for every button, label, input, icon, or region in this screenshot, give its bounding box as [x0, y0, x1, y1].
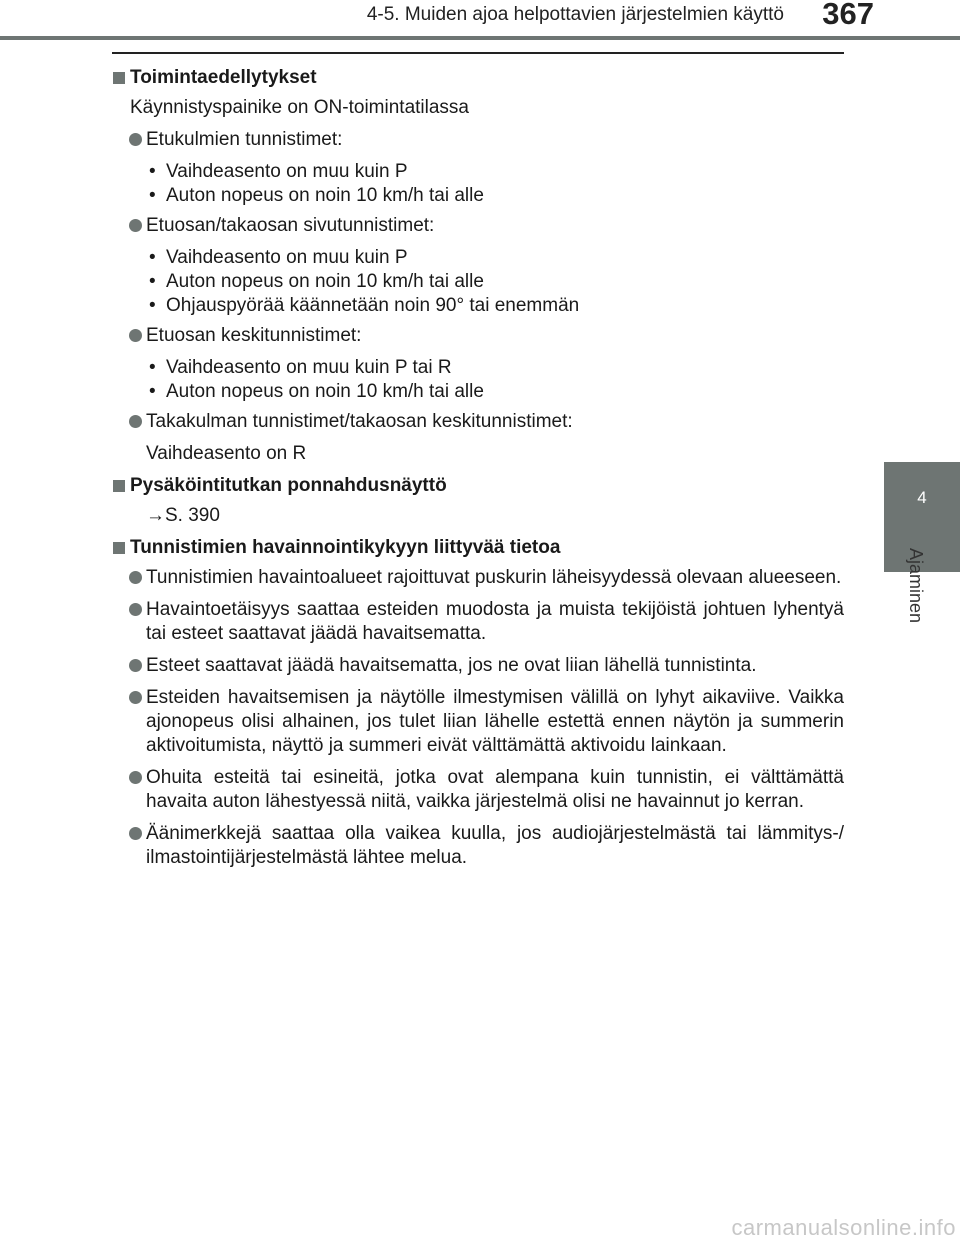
header-bar [0, 36, 960, 40]
list-item-text: Äänimerkkejä saattaa olla vaikea kuulla, jos audiojärjestelmästä tai lämmitys-/ ilmastointijärjestelmästä lähtee melua. [146, 823, 844, 868]
page-number: 367 [822, 0, 874, 31]
sub-list [112, 246, 844, 318]
chapter-tab-label: Ajaminen [906, 548, 926, 624]
list-item-text: Esteiden havaitsemisen ja näytölle ilmestymisen välillä on lyhyt aikaviive. Vaikka ajonopeus olisi alhainen, jos tulet liian lähelle estettä ennen näytön ja summerin aktivoitumista, näyttö ja summeri eivät välttämättä aktivoidu lainkaan. [146, 687, 844, 756]
circle-bullet-icon [129, 415, 142, 428]
sub-list [112, 356, 844, 404]
header-rule [112, 52, 844, 54]
section-intro: Käynnistyspainike on ON-toimintatilassa [130, 97, 469, 118]
list-item [112, 766, 844, 814]
sub-list-item: • Ohjauspyörää käännetään noin 90° tai enemmän [166, 294, 844, 318]
list-item-text: Etukulmien tunnistimet: [146, 129, 343, 150]
list-item-text: Etuosan keskitunnistimet: [146, 325, 362, 346]
section-heading [112, 536, 844, 560]
circle-bullet-icon [129, 219, 142, 232]
section-heading-text: Toimintaedellytykset [130, 67, 317, 88]
section-heading-text: Tunnistimien havainnointikykyyn liittyvää tietoa [130, 537, 561, 558]
sub-list-item: • Vaihdeasento on muu kuin P [166, 160, 844, 184]
square-bullet-icon [113, 72, 125, 84]
section-heading [112, 66, 844, 90]
list-item [112, 128, 844, 152]
circle-bullet-icon [129, 659, 142, 672]
sub-list-item: • Vaihdeasento on muu kuin P [166, 246, 844, 270]
sub-list-item: • Auton nopeus on noin 10 km/h tai alle [166, 380, 844, 404]
sub-list-item: • Vaihdeasento on muu kuin P tai R [166, 356, 844, 380]
watermark: carmanualsonline.info [731, 1215, 956, 1240]
page-content [112, 62, 844, 878]
page-reference-link[interactable]: →S. 390 [146, 505, 220, 526]
square-bullet-icon [113, 542, 125, 554]
list-item-detail: Vaihdeasento on R [146, 443, 307, 464]
section-heading-text: Pysäköintitutkan ponnahdusnäyttö [130, 475, 447, 496]
list-item-text: Takakulman tunnistimet/takaosan keskitunnistimet: [146, 411, 573, 432]
list-item [112, 822, 844, 870]
list-item [112, 214, 844, 238]
sub-list-item: • Auton nopeus on noin 10 km/h tai alle [166, 184, 844, 208]
list-item-text: Etuosan/takaosan sivutunnistimet: [146, 215, 435, 236]
square-bullet-icon [113, 480, 125, 492]
sub-list [112, 160, 844, 208]
list-item-text: Ohuita esteitä tai esineitä, jotka ovat alempana kuin tunnistin, ei välttämättä havaita auton lähestyessä niitä, vaikka järjestelmä olisi ne havainnut jo kerran. [146, 767, 844, 812]
list-item [112, 566, 844, 590]
circle-bullet-icon [129, 571, 142, 584]
list-item [112, 410, 844, 434]
circle-bullet-icon [129, 603, 142, 616]
list-item [112, 654, 844, 678]
sub-list-item: • Auton nopeus on noin 10 km/h tai alle [166, 270, 844, 294]
list-item [112, 598, 844, 646]
circle-bullet-icon [129, 133, 142, 146]
list-item-text: Esteet saattavat jäädä havaitsematta, jos ne ovat liian lähellä tunnistinta. [146, 655, 757, 676]
circle-bullet-icon [129, 329, 142, 342]
list-item-text: Havaintoetäisyys saattaa esteiden muodosta ja muista tekijöistä johtuen lyhentyä tai esteet saattavat jäädä havaitsematta. [146, 599, 844, 644]
circle-bullet-icon [129, 827, 142, 840]
section-heading [112, 474, 844, 498]
circle-bullet-icon [129, 771, 142, 784]
list-item-text: Tunnistimien havaintoalueet rajoittuvat puskurin läheisyydessä olevaan alueeseen. [146, 567, 842, 588]
list-item [112, 324, 844, 348]
chapter-title: 4-5. Muiden ajoa helpottavien järjestelmien käyttö [366, 4, 784, 25]
chapter-tab-number: 4 [917, 488, 927, 507]
circle-bullet-icon [129, 691, 142, 704]
list-item [112, 686, 844, 758]
